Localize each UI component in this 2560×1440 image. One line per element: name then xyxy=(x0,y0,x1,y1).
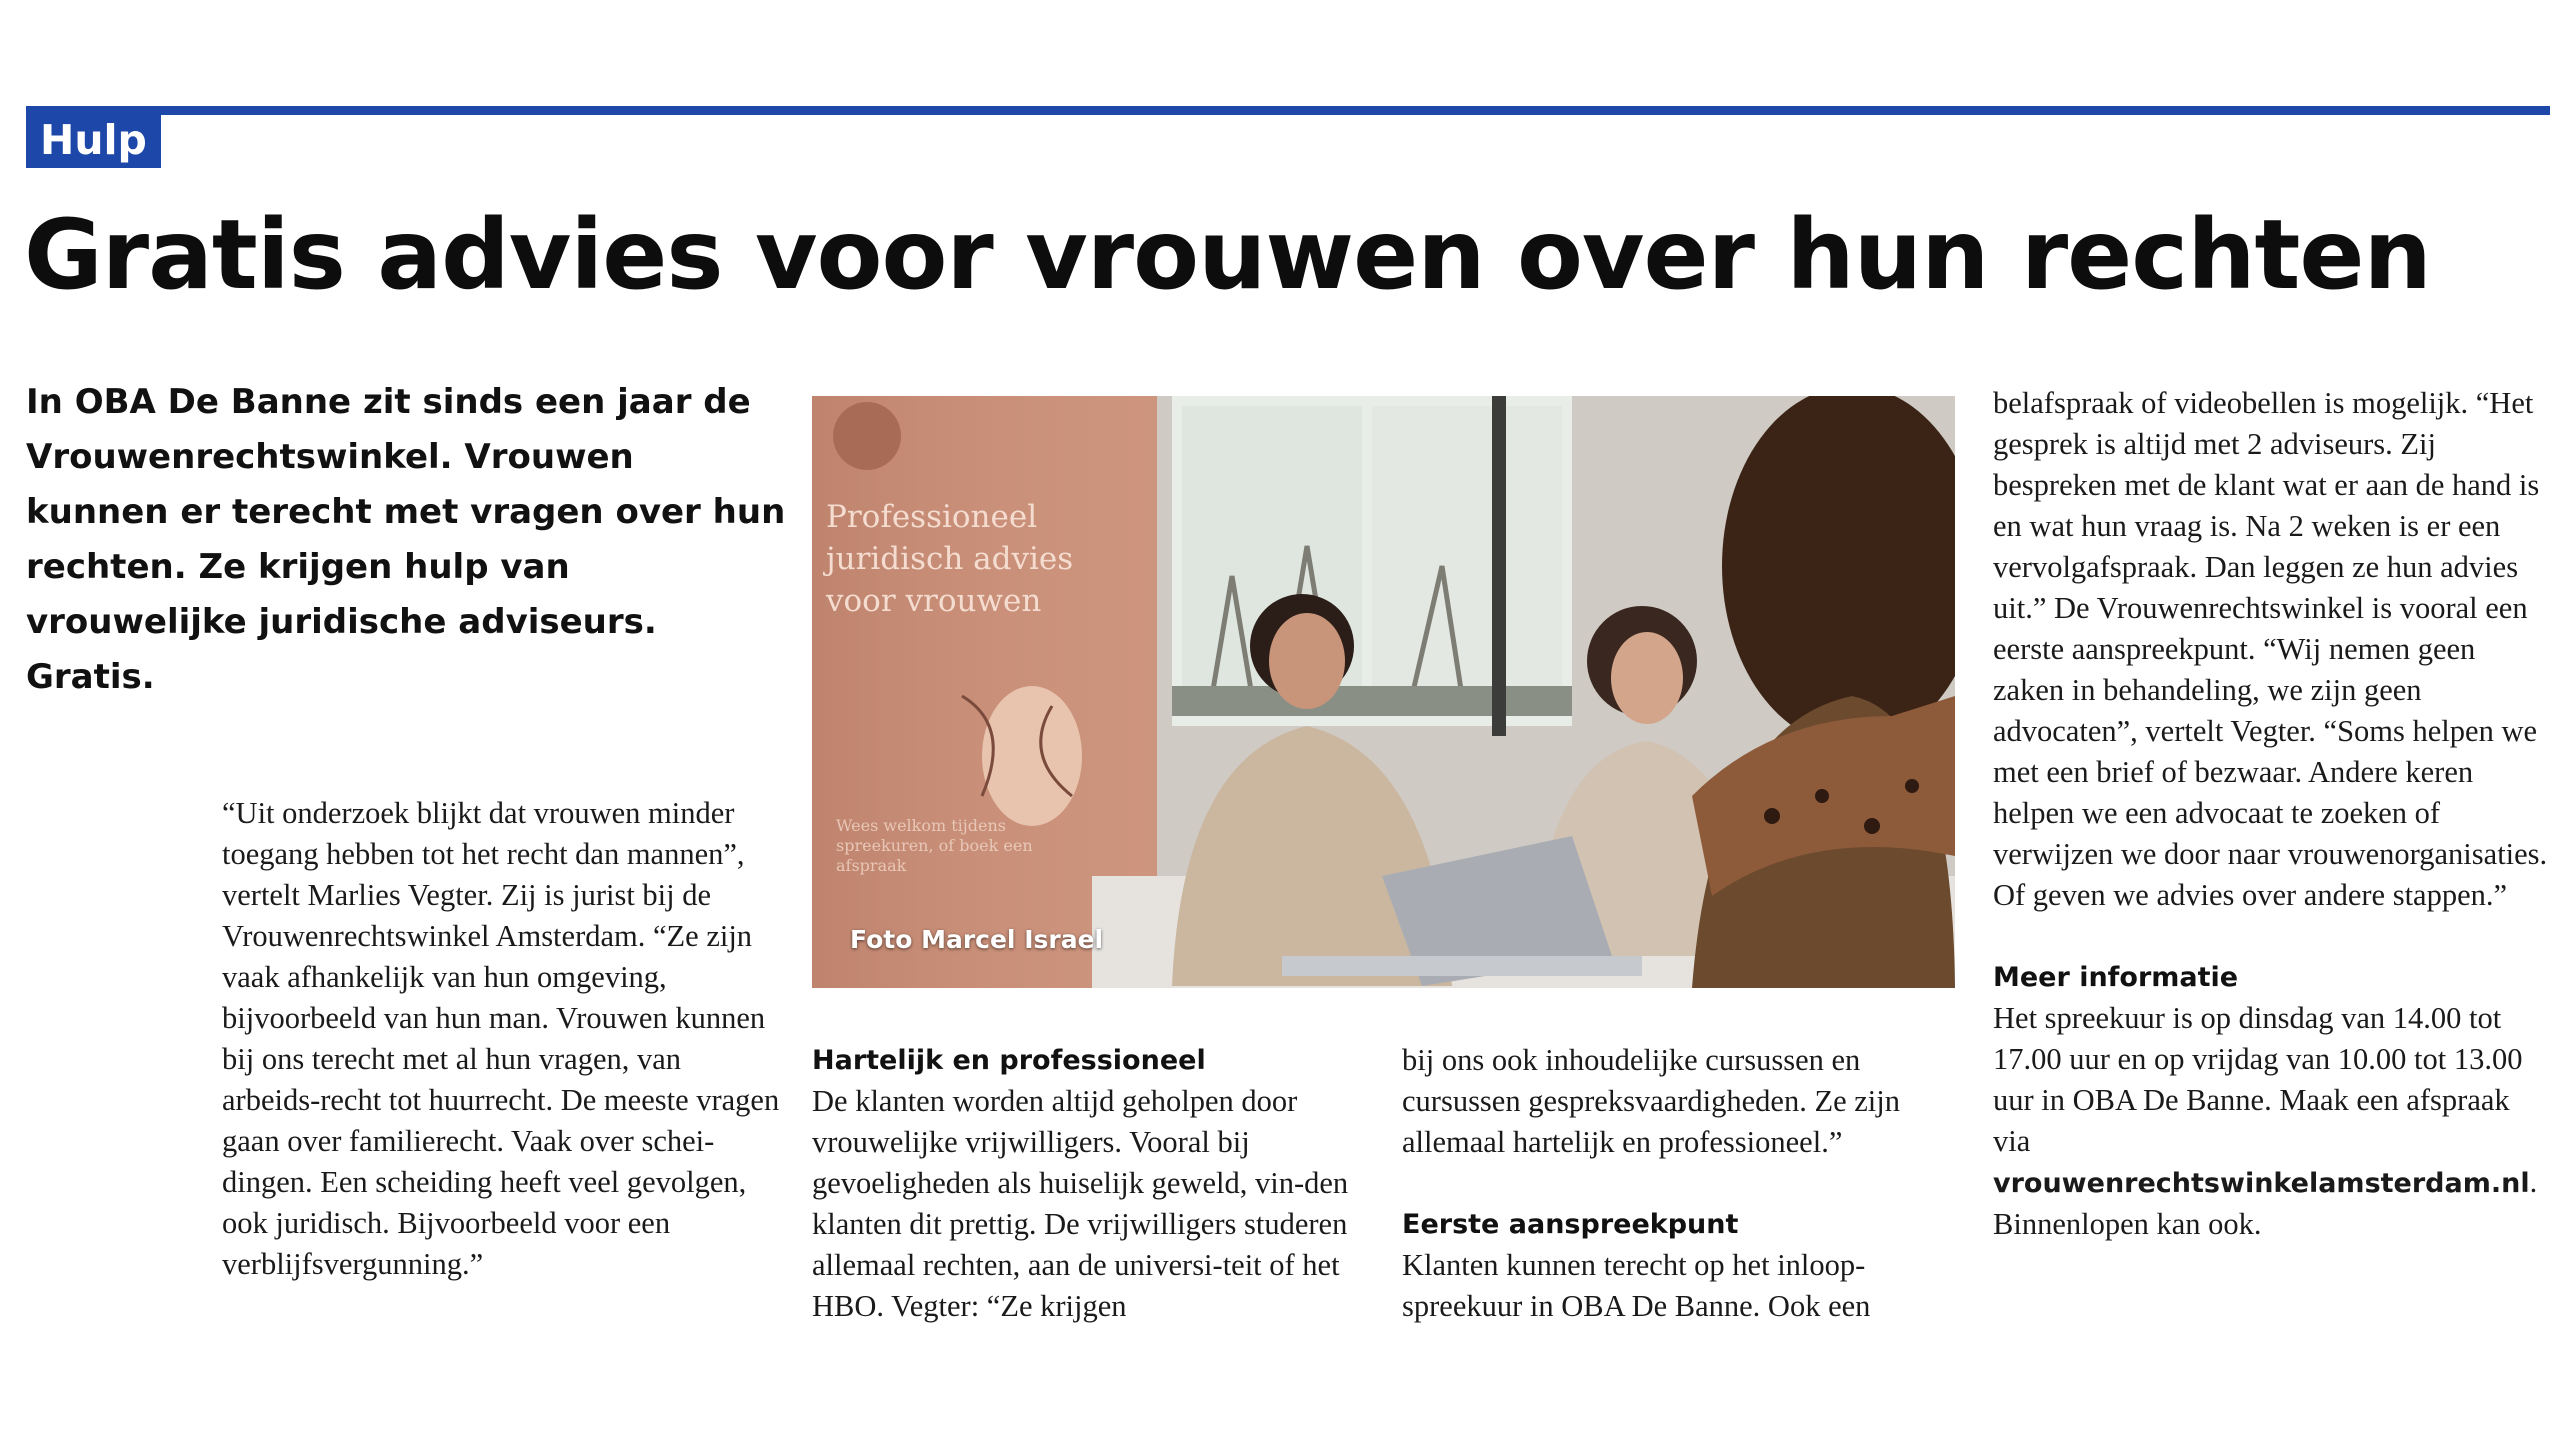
info-text: Het spreekuur is op dinsdag van 14.00 tot 17.00 uur en op vrijdag van 10.00 tot 13.00 uur in OBA De Banne. Maak een afspraak via xyxy=(1993,1001,2523,1158)
website-link[interactable]: vrouwenrechtswinkelamsterdam.nl xyxy=(1993,1168,2530,1199)
info-text-end: . xyxy=(2529,1165,2538,1199)
banner-text: Professioneel juridisch advies voor vrouwen xyxy=(826,499,1074,619)
column-3-text-2: Klanten kunnen terecht op het inloop-spreekuur in OBA De Banne. Ook een xyxy=(1402,1248,1871,1323)
column-4 xyxy=(1993,383,2553,1245)
column-1-text: “Uit onderzoek blijkt dat vrouwen minder toegang hebben tot het recht dan mannen”, vertelt Marlies Vegter. Zij is jurist bij de Vrouwenrechtswinkel Amsterdam. “Ze zijn vaak afhankelijk van hun omgeving, bijvoorbeeld van hun man. Vrouwen kunnen bij ons terecht met al hun vragen, van arbeids-recht tot huurrecht. De meeste vragen gaan over familierecht. Vaak over schei-dingen. Een scheiding heeft veel gevolgen, ook juridisch. Bijvoorbeeld voor een verblijfsvergunning.” xyxy=(222,796,780,1281)
column-1 xyxy=(222,793,782,1285)
subheading-meer-informatie: Meer informatie xyxy=(1993,962,2239,993)
column-3 xyxy=(1402,1040,1962,1327)
photo-illustration xyxy=(812,396,1955,988)
article-headline: Gratis advies voor vrouwen over hun rechten xyxy=(24,199,2431,311)
column-2 xyxy=(812,1040,1372,1327)
section-label: Hulp xyxy=(26,113,161,168)
column-4-text-3: Binnenlopen kan ook. xyxy=(1993,1207,2262,1241)
article-lead: In OBA De Banne zit sinds een jaar de Vrouwenrechtswinkel. Vrouwen kunnen er terecht met vragen over hun rechten. Ze krijgen hulp van vrouwelijke juridische adviseurs. Gratis. xyxy=(26,382,786,697)
column-4-text-1: belafspraak of videobellen is mogelijk. “Het gesprek is altijd met 2 adviseurs. Zij bespreken met de klant wat er aan de hand is en wat hun vraag is. Na 2 weken is er een vervolgafspraak. Dan leggen ze hun advies uit.” De Vrouwenrechtswinkel is vooral een eerste aanspreekpunt. “Wij nemen geen zaken in behandeling, we zijn geen advocaten”, vertelt Vegter. “Soms helpen we met een brief of bezwaar. Andere keren helpen we een advocaat te zoeken of verwijzen we door naar vrouwenorganisaties. Of geven we advies over andere stappen.” xyxy=(1993,386,2548,912)
column-2-text: De klanten worden altijd geholpen door vrouwelijke vrijwilligers. Vooral bij gevoeligheden als huiselijk geweld, vin-den klanten dit prettig. De vrijwilligers studeren allemaal rechten, aan de universi-teit of het HBO. Vegter: “Ze krijgen xyxy=(812,1084,1349,1323)
column-4-text-2 xyxy=(1993,998,2553,1204)
subheading-hartelijk: Hartelijk en professioneel xyxy=(812,1045,1206,1076)
article-photo xyxy=(812,396,1955,988)
photo-credit: Foto Marcel Israel xyxy=(850,925,1104,954)
column-3-text-1: bij ons ook inhoudelijke cursussen en cursussen gespreksvaardigheden. Ze zijn allemaal hartelijk en professioneel.” xyxy=(1402,1043,1900,1159)
section-rule xyxy=(26,106,2550,115)
banner-small-text: Wees welkom tijdens spreekuren, of boek een afspraak xyxy=(836,816,1033,875)
subheading-aanspreekpunt: Eerste aanspreekpunt xyxy=(1402,1209,1739,1240)
